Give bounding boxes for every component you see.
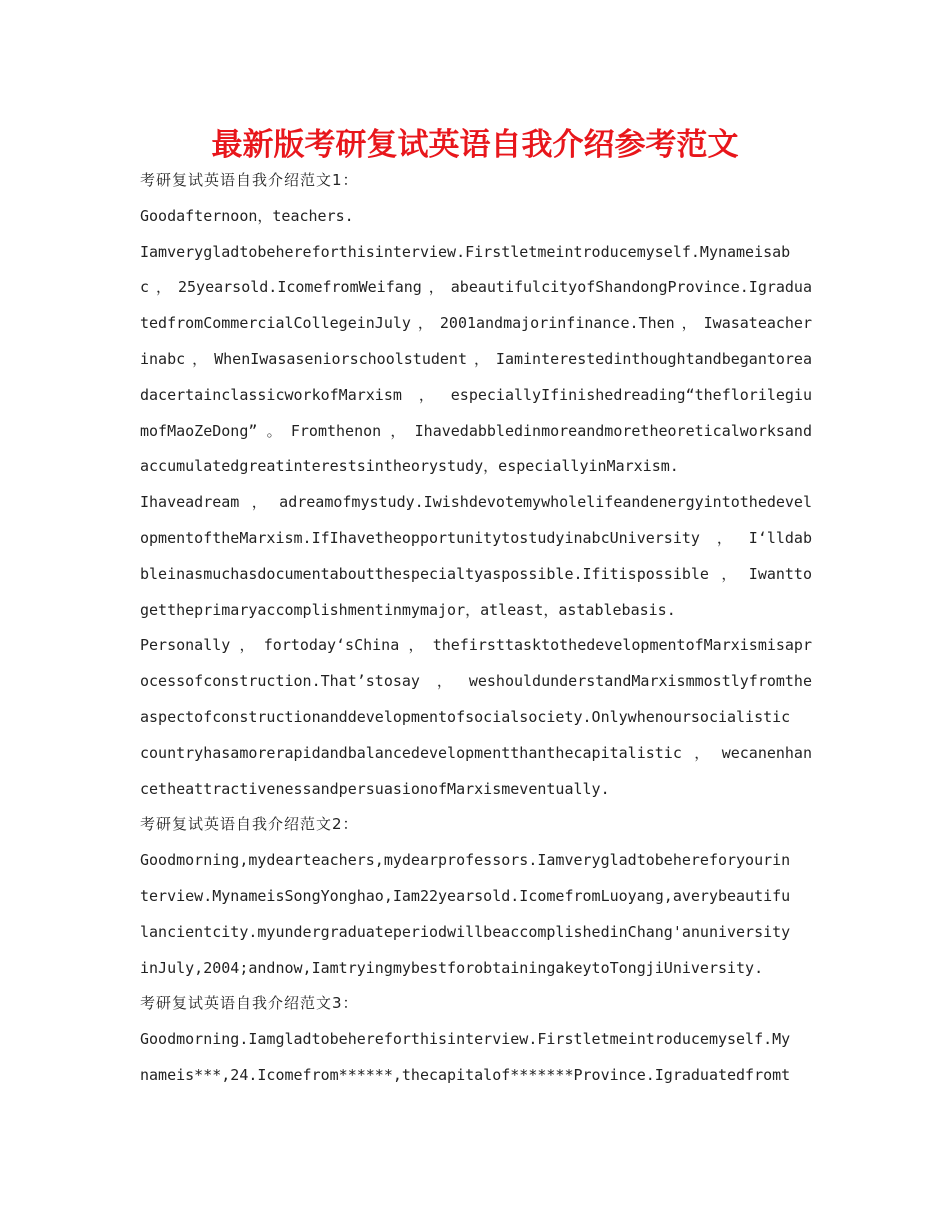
- paragraph-line: Ihaveadream，adreamofmystudy.Iwishdevotemywholelifeandenergyintothedevel: [140, 493, 812, 512]
- paragraph-line: aspectofconstructionanddevelopmentofsocialsociety.Onlywhenoursocialistic: [140, 707, 791, 726]
- paragraph-line: accumulatedgreatinterestsintheorystudy，especiallyinMarxism.: [140, 457, 679, 476]
- paragraph-line: mofMaoZeDong”。Fromthenon，Ihavedabbledinmoreandmoretheoreticalworksand: [140, 421, 812, 440]
- paragraph-line: tedfromCommercialCollegeinJuly，2001andmajorinfinance.Then，Iwasateacher: [140, 314, 812, 333]
- section-heading: 考研复试英语自我介绍范文1：: [140, 171, 359, 189]
- paragraph-line: Goodafternoon，teachers.: [140, 206, 354, 225]
- paragraph-line: gettheprimaryaccomplishmentinmymajor，atleast，astablebasis.: [140, 600, 676, 619]
- paragraph-line: c，25yearsold.IcomefromWeifang，abeautifulcityofShandongProvince.Igradua: [140, 278, 812, 297]
- paragraph-line: ocessofconstruction.That’stosay，weshouldunderstandMarxismmostlyfromthe: [140, 672, 812, 691]
- paragraph-line: nameis***,24.Icomefrom******,thecapitalof*******Province.Igraduatedfromt: [140, 1065, 791, 1084]
- document-title: 最新版考研复试英语自我介绍参考范文: [211, 127, 739, 163]
- paragraph-line: terview.MynameisSongYonghao,Iam22yearsold.IcomefromLuoyang,averybeautifu: [140, 886, 791, 905]
- paragraph-line: lancientcity.myundergraduateperiodwillbeaccomplishedinChang'anuniversity: [140, 922, 791, 941]
- paragraph-line: opmentoftheMarxism.IfIhavetheopportunitytostudyinabcUniversity，I‘lldab: [140, 528, 812, 547]
- paragraph-line: Goodmorning,mydearteachers,mydearprofessors.Iamverygladtobehereforyourin: [140, 851, 791, 870]
- paragraph-line: dacertainclassicworkofMarxism，especiallyIfinishedreading“theflorilegiu: [140, 385, 812, 404]
- document-body: [140, 166, 812, 1097]
- paragraph-line: cetheattractivenessandpersuasionofMarxismeventually.: [140, 779, 610, 798]
- section-heading: 考研复试英语自我介绍范文2：: [140, 815, 359, 834]
- paragraph-line: Personally，fortoday‘sChina，thefirsttasktothedevelopmentofMarxismisapr: [140, 636, 812, 655]
- section-heading: 考研复试英语自我介绍范文3：: [140, 994, 359, 1013]
- paragraph-line: inJuly,2004;andnow,IamtryingmybestforobtainingakeytoTongjiUniversity.: [140, 958, 764, 977]
- paragraph-line: Goodmorning.Iamgladtobehereforthisinterview.Firstletmeintroducemyself.My: [140, 1030, 791, 1049]
- paragraph-line: countryhasamorerapidandbalancedevelopmentthanthecapitalistic，wecanenhan: [140, 743, 812, 762]
- paragraph-line: inabc，WhenIwasaseniorschoolstudent，Iaminterestedinthoughtandbegantorea: [140, 349, 812, 368]
- paragraph-line: bleinasmuchasdocumentaboutthespecialtyaspossible.Ifitispossible，Iwantto: [140, 564, 812, 583]
- paragraph-line: Iamverygladtobehereforthisinterview.Firstletmeintroducemyself.Mynameisab: [140, 242, 791, 261]
